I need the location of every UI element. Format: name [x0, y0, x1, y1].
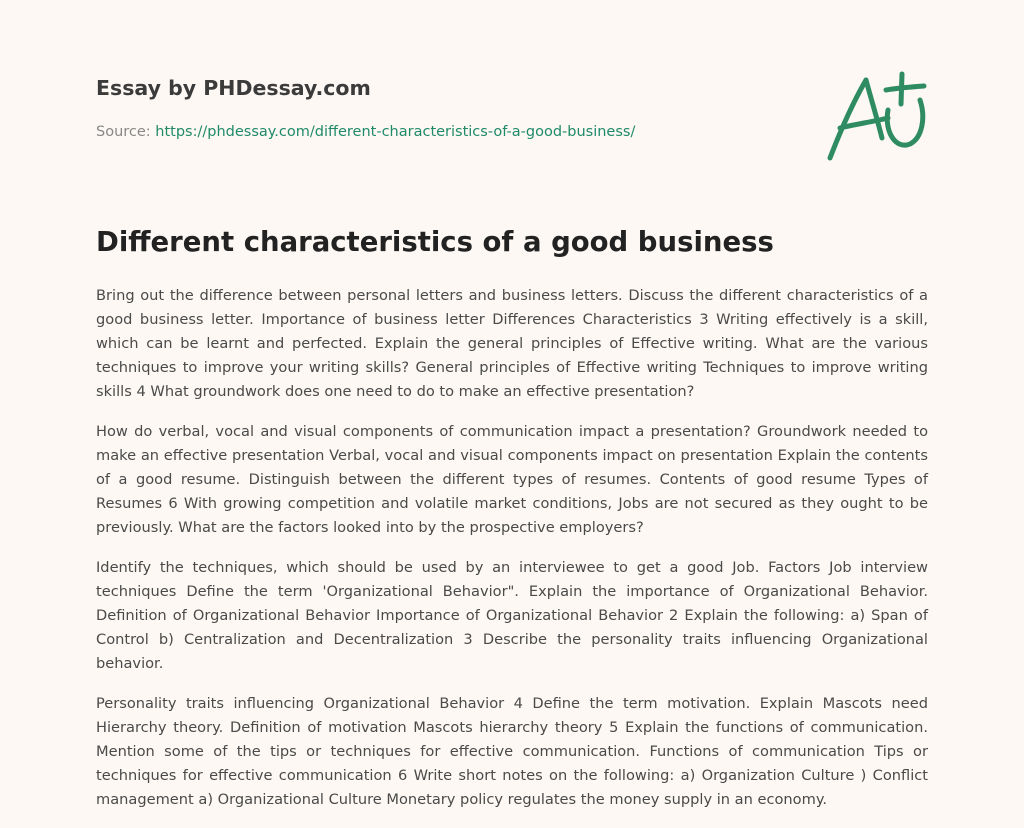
plus-horizontal: [886, 86, 924, 90]
source-link[interactable]: https://phdessay.com/different-characteristics-of-a-good-business/: [155, 124, 636, 140]
a-plus-grade-icon: [822, 70, 932, 166]
a-right-stroke: [866, 80, 882, 138]
site-brand: Essay by PHDessay.com: [96, 76, 371, 100]
article-title: Different characteristics of a good business: [96, 226, 774, 258]
source-label: Source:: [96, 124, 151, 140]
paragraph: Personality traits influencing Organizational Behavior 4 Define the term motivation. Explain Mascots need Hierarchy theory. Definition of motivation Mascots hierarchy theory 5 Explain the functions of communication. Mention some of the tips or techniques for effective communication. Functions of communication Tips or techniques for effective communication 6 Write short notes on the following: a) Organization Culture ) Conflict management a) Organizational Culture Monetary policy regulates the money supply in an economy.: [96, 695, 928, 808]
article-body: [96, 284, 928, 828]
plus-swoop: [887, 100, 923, 145]
paragraph: How do verbal, vocal and visual components of communication impact a presentation? Groundwork needed to make an effective presentation Verbal, vocal and visual components impact on presentation Explain the contents of a good resume. Distinguish between the different types of resumes. Contents of good resume Types of Resumes 6 With growing competition and volatile market conditions, Jobs are not secured as they ought to be previously. What are the factors looked into by the prospective employers?: [96, 423, 928, 536]
a-left-stroke: [830, 80, 866, 158]
paragraph: Identify the techniques, which should be used by an interviewee to get a good Job. Factors Job interview techniques Define the term 'Organizational Behavior". Explain the importance of Organizational Behavior. Definition of Organizational Behavior Importance of Organizational Behavior 2 Explain the following: a) Span of Control b) Centralization and Decentralization 3 Describe the personality traits influencing Organizational behavior.: [96, 559, 928, 672]
source-line: [96, 124, 635, 140]
paragraph: Bring out the difference between personal letters and business letters. Discuss the different characteristics of a good business letter. Importance of business letter Differences Characteristics 3 Writing effectively is a skill, which can be learnt and perfected. Explain the general principles of Effective writing. What are the various techniques to improve your writing skills? General principles of Effective writing Techniques to improve writing skills 4 What groundwork does one need to do to make an effective presentation?: [96, 287, 928, 400]
